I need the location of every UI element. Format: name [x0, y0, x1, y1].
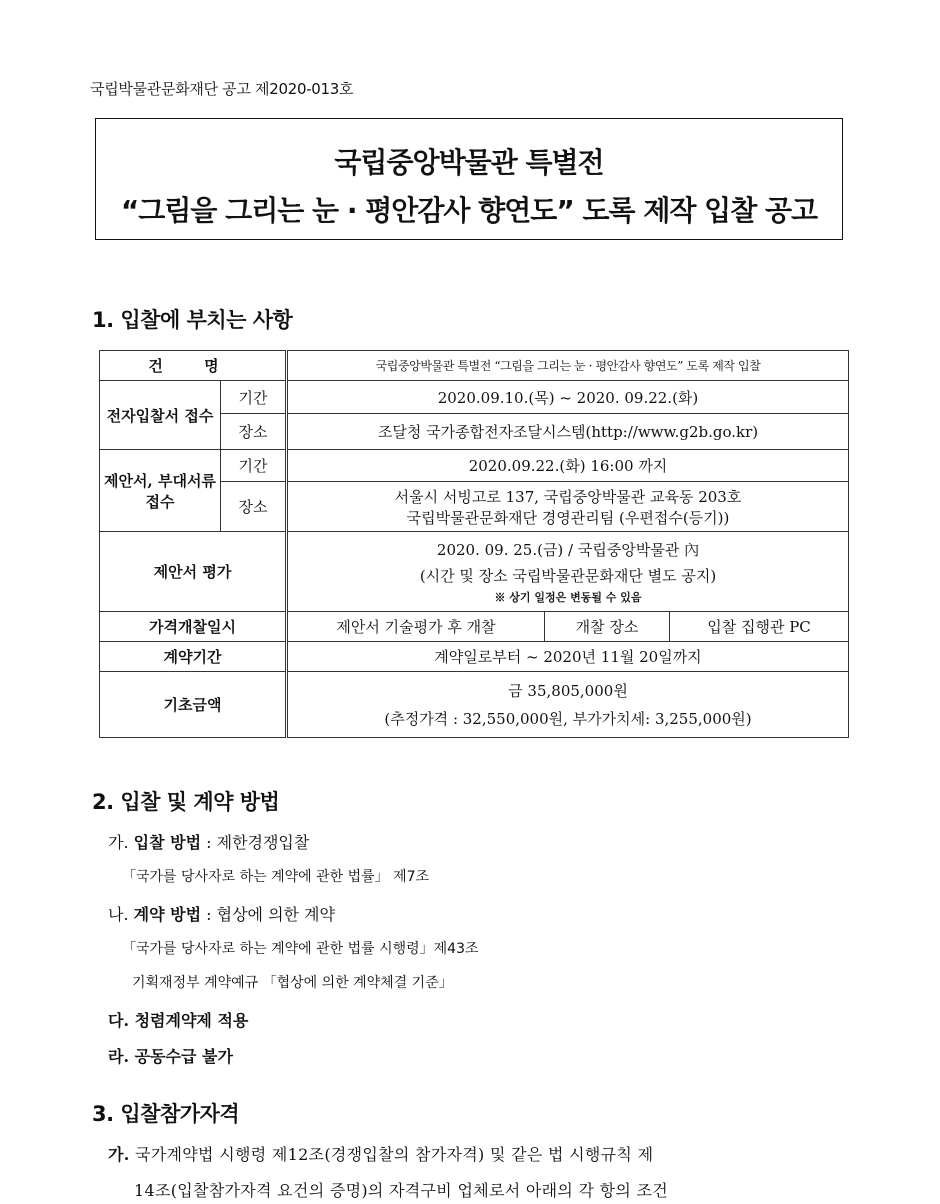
na-prefix: 나.: [108, 905, 129, 924]
contract-label: 계약기간: [100, 642, 287, 672]
eval-line-2: (시간 및 장소 국립박물관문화재단 별도 공지): [419, 566, 717, 585]
base-amount-line-2: (추정가격 : 32,550,000원, 부가가치세: 3,255,000원): [384, 709, 752, 728]
section-2-da: 다. 청렴계약제 적용: [108, 1011, 249, 1030]
s3-ga-line-1: 국가계약법 시행령 제12조(경쟁입찰의 참가자격) 및 같은 법 시행규칙 제: [135, 1145, 654, 1164]
section-2-na-law-1: 「국가를 당사자로 하는 계약에 관한 법률 시행령」제43조: [122, 941, 479, 957]
eval-note: ※ 상기 일정은 변동될 수 있음: [494, 590, 642, 604]
section-3-ga-line-2: 14조(입찰참가자격 요건의 증명)의 자격구비 업체로서 아래의 각 항의 조건: [134, 1181, 669, 1200]
name-value: 국립중앙박물관 특별전 “그림을 그리는 눈 · 평안감사 향연도” 도록 제작 입찰: [287, 351, 849, 381]
proposal-place-label: 장소: [221, 482, 287, 532]
proposal-place: [287, 482, 849, 532]
section-3-heading: 3. 입찰참가자격: [92, 1102, 240, 1126]
ga-prefix: 가.: [108, 833, 129, 852]
contract-value: 계약일로부터 ~ 2020년 11월 20일까지: [287, 642, 849, 672]
title-box: [95, 118, 843, 240]
section-3-ga: [108, 1142, 653, 1165]
title-line-1: 국립중앙박물관 특별전: [334, 146, 604, 179]
section-2-ra: 라. 공동수급 불가: [108, 1047, 233, 1066]
proposal-period-label: 기간: [221, 450, 287, 482]
eval-label: 제안서 평가: [100, 532, 287, 612]
proposal-place-line-1: 서울시 서빙고로 137, 국립중앙박물관 교육동 203호: [394, 487, 742, 506]
ga-bold: 입찰 방법: [133, 833, 202, 852]
proposal-period: 2020.09.22.(화) 16:00 까지: [287, 450, 849, 482]
ebid-place-label: 장소: [221, 414, 287, 450]
opening-label: 가격개찰일시: [100, 612, 287, 642]
s3-ga-prefix: 가.: [108, 1145, 130, 1164]
opening-value: 제안서 기술평가 후 개찰: [287, 612, 545, 642]
ebid-place: 조달청 국가종합전자조달시스템(http://www.g2b.go.kr): [287, 414, 849, 450]
base-amount-line-1: 금 35,805,000원: [508, 681, 628, 700]
ebid-period-label: 기간: [221, 381, 287, 414]
notice-number: 국립박물관문화재단 공고 제2020-013호: [90, 80, 354, 98]
section-2-na-law-2: 기획재정부 계약예규 「협상에 의한 계약체결 기준」: [132, 975, 453, 991]
opening-place-label: 개찰 장소: [545, 612, 670, 642]
proposal-place-line-2: 국립박물관문화재단 경영관리팀 (우편접수(등기)): [406, 508, 730, 527]
section-2-heading: 2. 입찰 및 계약 방법: [92, 790, 280, 814]
eval-line-1: 2020. 09. 25.(금) / 국립중앙박물관 內: [436, 540, 700, 559]
section-2-ga: [108, 830, 309, 853]
section-1-heading: 1. 입찰에 부치는 사항: [92, 308, 293, 332]
na-rest: : 협상에 의한 계약: [201, 905, 335, 924]
bid-info-table: [99, 350, 849, 738]
section-2-na: [108, 902, 335, 925]
ga-rest: : 제한경쟁입찰: [201, 833, 310, 852]
title-line-2: “그림을 그리는 눈 · 평안감사 향연도” 도록 제작 입찰 공고: [120, 194, 818, 227]
ebid-period: 2020.09.10.(목) ~ 2020. 09.22.(화): [287, 381, 849, 414]
opening-place-value: 입찰 집행관 PC: [670, 612, 849, 642]
name-label: 건 명: [100, 351, 287, 381]
base-amount-value: [287, 672, 849, 738]
proposal-label: 제안서, 부대서류접수: [100, 450, 221, 532]
na-bold: 계약 방법: [133, 905, 202, 924]
eval-value: [287, 532, 849, 612]
base-amount-label: 기초금액: [100, 672, 287, 738]
ebid-label: 전자입찰서 접수: [100, 381, 221, 450]
section-2-ga-law: 「국가를 당사자로 하는 계약에 관한 법률」 제7조: [122, 869, 430, 885]
